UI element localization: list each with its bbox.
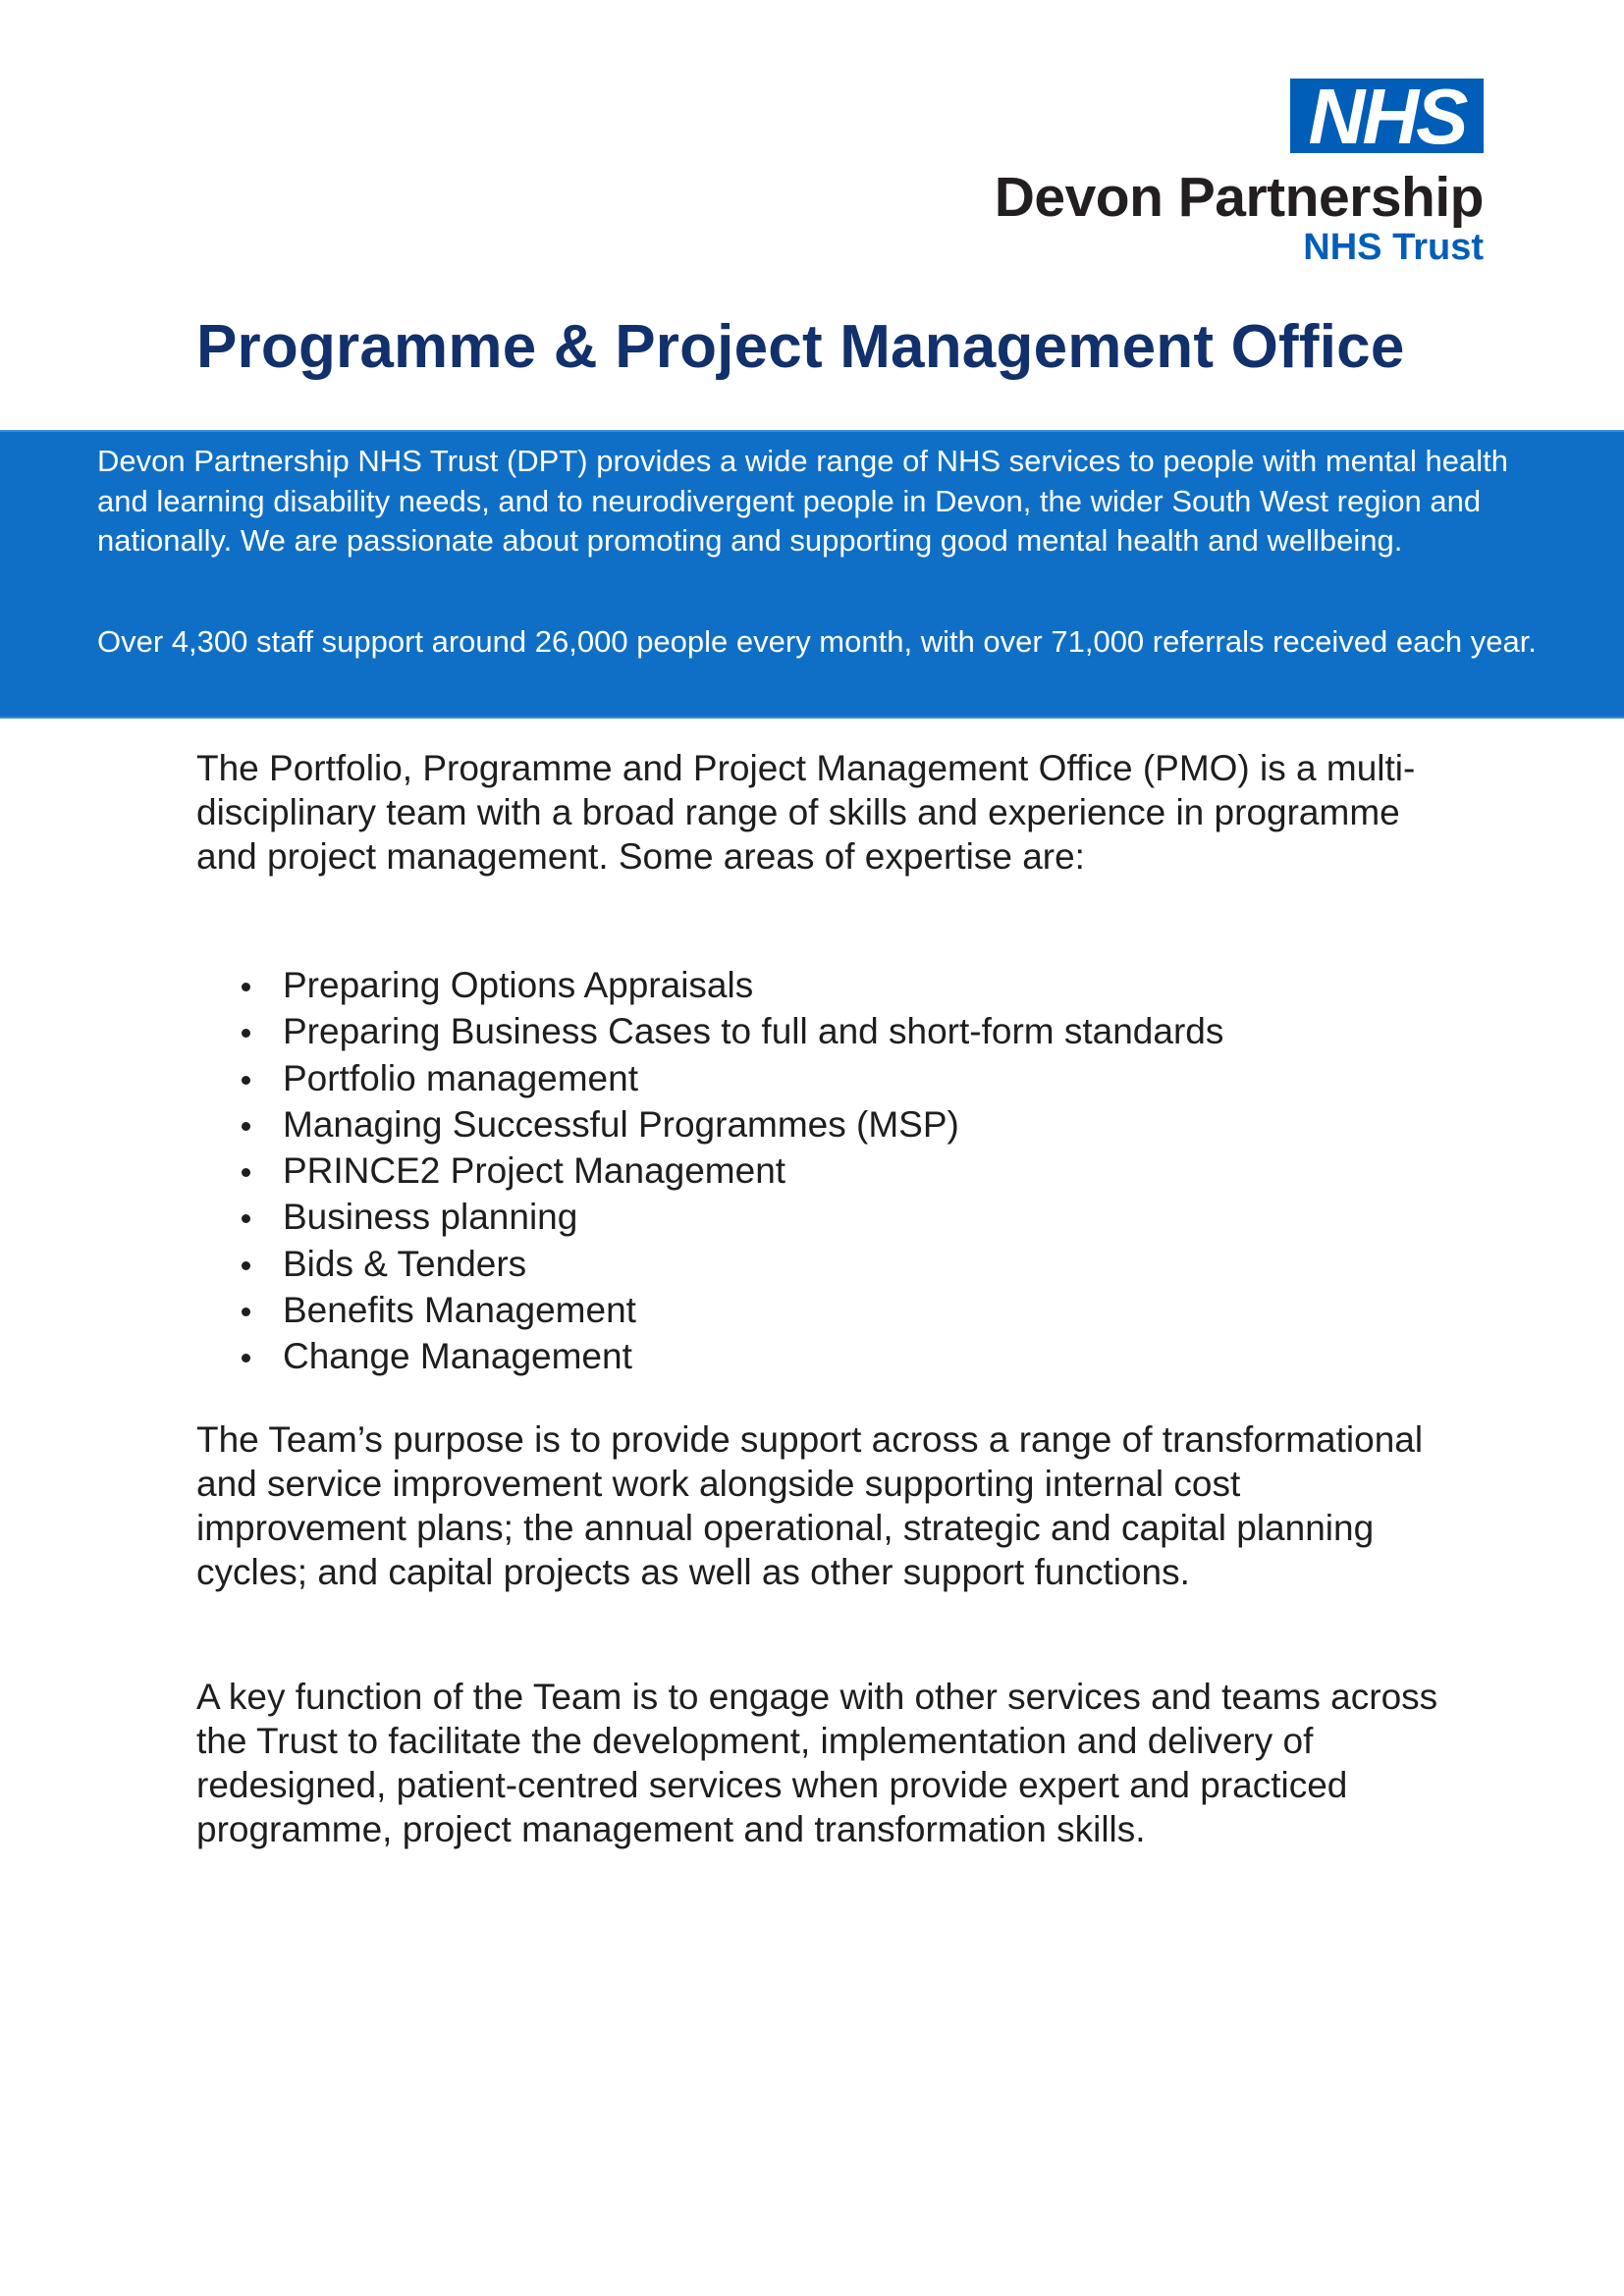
intro-paragraph-1: Devon Partnership NHS Trust (DPT) provides a wide range of NHS services to people with mental health and learning disability needs, and to neurodivergent people in Devon, the wider South West region and nationally. We are passionate about promoting and supporting good mental health and wellbeing. xyxy=(97,444,1508,558)
expertise-list xyxy=(236,962,1223,1380)
intro-banner xyxy=(0,430,1624,719)
nhs-trust-logo xyxy=(973,73,1484,271)
list-item: Portfolio management xyxy=(236,1055,1223,1101)
organisation-subtitle: NHS Trust xyxy=(1303,227,1484,268)
list-item: Preparing Options Appraisals xyxy=(236,962,1223,1008)
team-function-paragraph: A key function of the Team is to engage with other services and teams across the Trust to facilitate the development, implementation and delivery of redesigned, patient-centred services when provide expert and practiced programme, project management and transformation skills. xyxy=(196,1677,1438,1849)
nhs-logo-box xyxy=(1290,73,1484,160)
list-item: Preparing Business Cases to full and short-form standards xyxy=(236,1008,1223,1054)
list-item: Benefits Management xyxy=(236,1287,1223,1333)
body-section-purpose xyxy=(196,1417,1443,1594)
list-item: Business planning xyxy=(236,1194,1223,1240)
list-item: Managing Successful Programmes (MSP) xyxy=(236,1101,1223,1148)
list-item: Change Management xyxy=(236,1333,1223,1379)
nhs-logo-text: NHS xyxy=(1308,73,1466,160)
intro-paragraph-2: Over 4,300 staff support around 26,000 people every month, with over 71,000 referrals received each year. xyxy=(97,624,1537,659)
list-item: Bids & Tenders xyxy=(236,1241,1223,1287)
page-title: Programme & Project Management Office xyxy=(196,313,1405,381)
organisation-name: Devon Partnership xyxy=(994,166,1484,229)
list-item: PRINCE2 Project Management xyxy=(236,1148,1223,1194)
team-purpose-paragraph: The Team’s purpose is to provide support across a range of transformational and service improvement work alongside supporting internal cost improvement plans; the annual operational, strategic and capital planning cycles; and capital projects as well as other support functions. xyxy=(196,1419,1424,1592)
body-section-pmo xyxy=(196,746,1443,879)
pmo-intro-paragraph: The Portfolio, Programme and Project Management Office (PMO) is a multi-disciplinary team with a broad range of skills and experience in programme and project management. Some areas of expertise are: xyxy=(196,748,1416,877)
body-section-function xyxy=(196,1675,1443,1851)
